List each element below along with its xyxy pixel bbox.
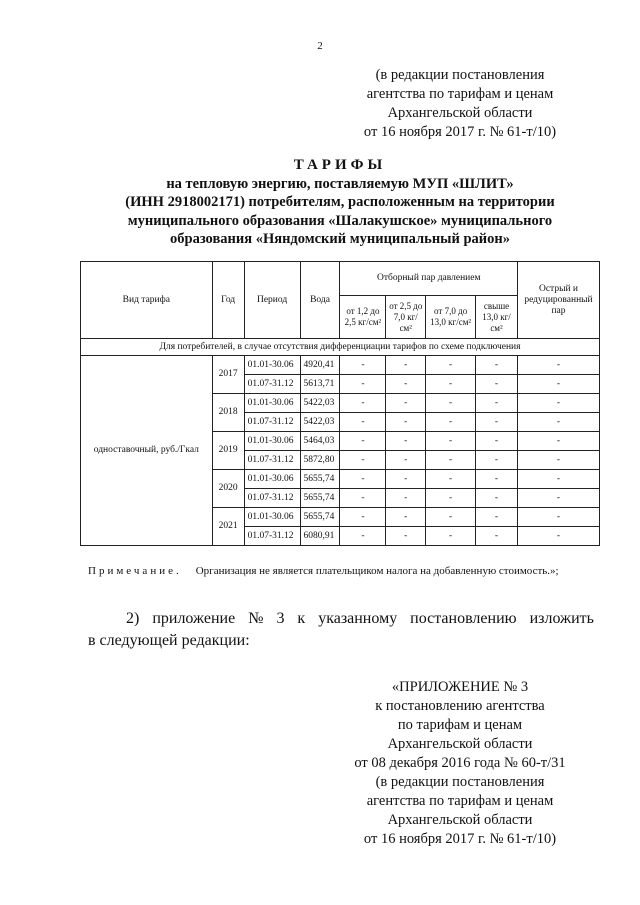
empty-value-cell: - [386, 356, 426, 375]
water-value-cell: 5655,74 [300, 508, 340, 527]
empty-value-cell: - [386, 432, 426, 451]
empty-value-cell: - [476, 508, 518, 527]
empty-value-cell: - [340, 451, 386, 470]
paragraph-word: указанному [318, 610, 398, 627]
paragraph-word: постановлению [410, 610, 517, 627]
empty-value-cell: - [340, 394, 386, 413]
paragraph-line-2: в следующей редакции: [88, 632, 250, 649]
amendment-paragraph [88, 608, 594, 652]
year-cell: 2018 [212, 394, 244, 432]
water-value-cell: 4920,41 [300, 356, 340, 375]
title-line: на тепловую энергию, поставляемую МУП «ШЛИТ» [166, 175, 514, 192]
tariff-kind-cell: одноставочный, руб./Гкал [81, 356, 213, 546]
empty-value-cell: - [340, 470, 386, 489]
empty-value-cell: - [386, 470, 426, 489]
year-cell: 2017 [212, 356, 244, 394]
period-cell: 01.07-31.12 [244, 451, 300, 470]
header-water: Вода [300, 262, 340, 339]
empty-value-cell: - [517, 356, 599, 375]
water-value-cell: 5613,71 [300, 375, 340, 394]
empty-value-cell: - [476, 489, 518, 508]
empty-value-cell: - [340, 508, 386, 527]
empty-value-cell: - [476, 356, 518, 375]
empty-value-cell: - [340, 413, 386, 432]
note-text: Организация не является плательщиком налога на добавленную стоимость.»; [195, 565, 559, 577]
empty-value-cell: - [426, 451, 476, 470]
empty-value-cell: - [476, 394, 518, 413]
title-main: ТАРИФЫ [293, 157, 387, 173]
empty-value-cell: - [517, 527, 599, 546]
empty-value-cell: - [476, 375, 518, 394]
water-value-cell: 5655,74 [300, 489, 340, 508]
empty-value-cell: - [426, 470, 476, 489]
appendix-line: по тарифам и ценам [397, 717, 523, 733]
water-value-cell: 5872,80 [300, 451, 340, 470]
paragraph-line-1 [88, 608, 594, 630]
empty-value-cell: - [476, 527, 518, 546]
header-period: Период [244, 262, 300, 339]
empty-value-cell: - [386, 508, 426, 527]
period-cell: 01.01-30.06 [244, 394, 300, 413]
empty-value-cell: - [386, 394, 426, 413]
appendix-line: к постановлению агентства [375, 698, 545, 714]
period-cell: 01.01-30.06 [244, 470, 300, 489]
empty-value-cell: - [476, 451, 518, 470]
empty-value-cell: - [426, 375, 476, 394]
top-edition-note [330, 66, 590, 142]
year-cell: 2020 [212, 470, 244, 508]
empty-value-cell: - [476, 470, 518, 489]
water-value-cell: 5655,74 [300, 470, 340, 489]
paragraph-word: № [248, 610, 264, 627]
empty-value-cell: - [426, 489, 476, 508]
period-cell: 01.01-30.06 [244, 432, 300, 451]
paragraph-word: 3 [276, 610, 285, 627]
appendix-line: «ПРИЛОЖЕНИЕ № 3 [391, 679, 529, 695]
title-line: образования «Няндомский муниципальный район» [170, 231, 510, 247]
top-note-line: (в редакции постановления [375, 67, 545, 83]
appendix-line: от 08 декабря 2016 года № 60-т/31 [354, 755, 566, 771]
appendix-line: агентства по тарифам и ценам [366, 793, 554, 809]
header-steam-sub: свыше 13,0 кг/см² [476, 296, 518, 339]
title-line: (ИНН 2918002171) потребителям, расположенным на территории [125, 194, 555, 210]
empty-value-cell: - [386, 375, 426, 394]
top-note-line: агентства по тарифам и ценам [366, 86, 554, 102]
empty-value-cell: - [340, 356, 386, 375]
empty-value-cell: - [340, 375, 386, 394]
empty-value-cell: - [517, 375, 599, 394]
period-cell: 01.07-31.12 [244, 489, 300, 508]
empty-value-cell: - [517, 489, 599, 508]
empty-value-cell: - [426, 432, 476, 451]
water-value-cell: 5464,03 [300, 432, 340, 451]
empty-value-cell: - [426, 508, 476, 527]
water-value-cell: 6080,91 [300, 527, 340, 546]
appendix-line: Архангельской области [387, 736, 533, 752]
empty-value-cell: - [476, 413, 518, 432]
empty-value-cell: - [386, 527, 426, 546]
note-label: Примечание. [88, 565, 182, 577]
period-cell: 01.07-31.12 [244, 413, 300, 432]
water-value-cell: 5422,03 [300, 413, 340, 432]
period-cell: 01.07-31.12 [244, 527, 300, 546]
empty-value-cell: - [426, 413, 476, 432]
header-steam-sub: от 7,0 до 13,0 кг/см² [426, 296, 476, 339]
top-note-line: от 16 ноября 2017 г. № 61-т/10) [363, 124, 557, 140]
header-sharp-steam: Острый и редуцированный пар [517, 262, 599, 339]
appendix-line: Архангельской области [387, 812, 533, 828]
empty-value-cell: - [426, 527, 476, 546]
empty-value-cell: - [340, 527, 386, 546]
empty-value-cell: - [340, 432, 386, 451]
appendix-header [330, 678, 590, 849]
appendix-line: от 16 ноября 2017 г. № 61-т/10) [363, 831, 557, 847]
note [88, 564, 594, 579]
empty-value-cell: - [340, 489, 386, 508]
paragraph-word: приложение [152, 610, 236, 627]
period-cell: 01.01-30.06 [244, 508, 300, 527]
tariff-table [80, 261, 600, 546]
empty-value-cell: - [517, 432, 599, 451]
empty-value-cell: - [386, 451, 426, 470]
year-cell: 2021 [212, 508, 244, 546]
table-subheading: Для потребителей, в случае отсутствия дифференциации тарифов по схеме подключения [81, 339, 600, 356]
appendix-line: (в редакции постановления [375, 774, 545, 790]
empty-value-cell: - [517, 470, 599, 489]
empty-value-cell: - [386, 489, 426, 508]
table-row [81, 356, 600, 375]
header-steam-sub: от 2,5 до 7,0 кг/см² [386, 296, 426, 339]
header-tariff-kind: Вид тарифа [81, 262, 213, 339]
top-note-line: Архангельской области [387, 105, 533, 121]
header-steam-sub: от 1,2 до 2,5 кг/см² [340, 296, 386, 339]
paragraph-word: 2) [126, 610, 140, 627]
page-number: 2 [317, 40, 323, 52]
empty-value-cell: - [517, 508, 599, 527]
empty-value-cell: - [386, 413, 426, 432]
header-year: Год [212, 262, 244, 339]
empty-value-cell: - [517, 413, 599, 432]
title-line: муниципального образования «Шалакушское» муниципального [127, 212, 553, 229]
document-title [80, 156, 600, 249]
header-steam: Отборный пар давлением [340, 262, 518, 296]
period-cell: 01.01-30.06 [244, 356, 300, 375]
paragraph-word: изложить [529, 610, 594, 627]
year-cell: 2019 [212, 432, 244, 470]
empty-value-cell: - [476, 432, 518, 451]
empty-value-cell: - [517, 451, 599, 470]
water-value-cell: 5422,03 [300, 394, 340, 413]
empty-value-cell: - [426, 394, 476, 413]
period-cell: 01.07-31.12 [244, 375, 300, 394]
empty-value-cell: - [426, 356, 476, 375]
empty-value-cell: - [517, 394, 599, 413]
paragraph-word: к [297, 610, 306, 627]
